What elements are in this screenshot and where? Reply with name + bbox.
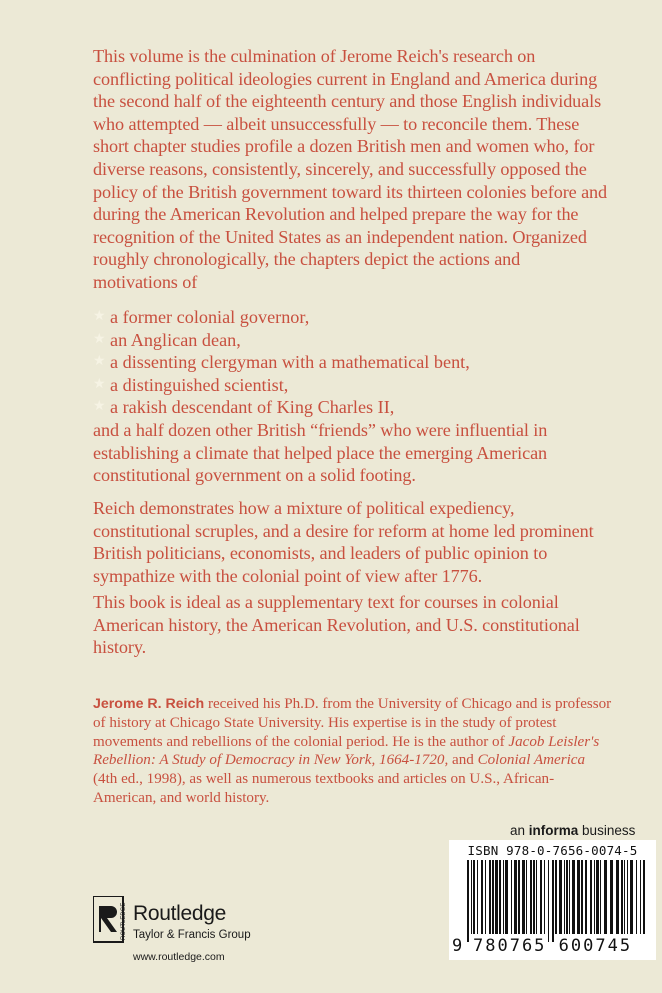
informa-tagline: an informa business	[510, 823, 636, 838]
list-item: ★ a dissenting clergyman with a mathematical bent,	[93, 352, 470, 373]
barcode-bar	[572, 860, 575, 934]
barcode-bar	[581, 860, 583, 934]
barcode-bar	[564, 860, 565, 934]
list-item: ★ a rakish descendant of King Charles II,	[93, 397, 395, 418]
book-title: Jacob Leisler's Rebellion: A Study of Democracy in New York, 1664-1720,	[93, 733, 600, 769]
barcode-bar	[590, 860, 592, 934]
blurb-after-bullets: and a half dozen other British “friends” who were influential in establishing a climate that helped place the emerging American constitutional government on a solid footing.	[93, 420, 548, 486]
barcode-bar	[640, 860, 641, 934]
barcode-bar	[536, 860, 537, 934]
barcode-bar	[577, 860, 580, 934]
star-icon: ★	[93, 309, 106, 324]
routledge-logo-icon	[93, 896, 127, 946]
barcode-bar	[499, 860, 501, 934]
star-icon: ★	[93, 331, 106, 347]
barcode-bar	[530, 860, 532, 934]
blurb-paragraph-4: This book is ideal as a supplementary text for courses in colonial American history, the American Revolution, and U.S. constitutional history.	[93, 592, 580, 658]
blurb-intro: This volume is the culmination of Jerome Reich's research on conflicting political ideologies current in England and America during the second half of the eighteenth century and those English individuals who attempted — albeit unsuccessfully — to reconcile them. These short chapter studies profile a dozen British men and women who, for diverse reasons, consistently, sincerely, and successfully opposed the policy of the British government toward its thirteen colonies before and during the American Revolution and helped prepare the way for the recognition of the United States as an independent nation. Organized roughly chronologically, the chapters depict the actions and motivations of	[93, 46, 608, 292]
barcode-bar	[596, 860, 599, 934]
author-name: Jerome R. Reich	[93, 696, 205, 712]
barcode-bar	[594, 860, 595, 934]
publisher-name: Routledge	[133, 902, 227, 925]
star-icon: ★	[93, 376, 106, 392]
barcode-bar	[540, 860, 542, 934]
barcode-bar	[544, 860, 545, 934]
barcode-bar	[624, 860, 625, 934]
barcode-bar	[548, 860, 549, 942]
barcode-bar	[481, 860, 483, 934]
barcode-bar	[559, 860, 562, 934]
barcode-bar	[630, 860, 633, 934]
isbn-number: ISBN 978-0-7656-0074-5	[467, 843, 638, 858]
barcode-bar	[569, 860, 570, 934]
barcode-bar	[621, 860, 623, 934]
barcode-bar	[514, 860, 517, 934]
barcode-bar	[503, 860, 504, 934]
barcode-bar	[489, 860, 491, 934]
barcode-bar	[505, 860, 508, 934]
book-title: Colonial America	[477, 752, 586, 769]
svg-text:ROUTLEDGE: ROUTLEDGE	[121, 902, 127, 940]
barcode-bar	[610, 860, 613, 934]
barcode-bar	[552, 860, 554, 942]
barcode-bar	[604, 860, 607, 934]
barcode-bar	[627, 860, 628, 934]
barcode-bar	[471, 860, 472, 934]
barcode-bar	[473, 860, 475, 934]
barcode-bar	[492, 860, 494, 934]
list-item: ★ a former colonial governor,	[93, 307, 310, 327]
barcode-bar	[485, 860, 486, 934]
author-bio: Jerome R. Reich received his Ph.D. from the University of Chicago and is professor of history at Chicago State University. His expertise is in the study of protest movements and rebellions of the colonial period. He is the author of Jacob Leisler's Rebellion: A Study of Democracy in New York, 1664-1720, and Colonial America (4th ed., 1998), as well as numerous textbooks and articles on U.S., African-American, and world history.	[93, 696, 612, 806]
barcode-bar	[495, 860, 498, 934]
barcode-bar	[585, 860, 587, 934]
blurb-paragraph-3: Reich demonstrates how a mixture of political expediency, constitutional scruples, and a desire for reform at home led prominent British politicians, economists, and leaders of public opinion to sympathize with the colonial point of view after 1776.	[93, 498, 594, 586]
barcode-bar	[511, 860, 512, 934]
barcode-bar	[467, 860, 469, 942]
barcode-bar	[555, 860, 557, 934]
barcode-bar	[616, 860, 619, 934]
star-icon: ★	[93, 399, 106, 415]
publisher-url[interactable]: www.routledge.com	[133, 951, 225, 963]
barcode-bar	[477, 860, 478, 934]
isbn-barcode: ISBN 978-0-7656-0074-5 9 780765 600745	[449, 840, 656, 960]
barcode-bar	[636, 860, 637, 934]
barcode-bar	[533, 860, 535, 934]
barcode-bar	[643, 860, 645, 934]
barcode-bar	[600, 860, 601, 934]
list-item: ★ an Anglican dean,	[93, 329, 241, 350]
profile-list	[93, 306, 470, 419]
barcode-bar	[526, 860, 527, 934]
barcode-bar	[566, 860, 568, 934]
barcode-bar	[518, 860, 520, 934]
publisher-group: Taylor & Francis Group	[133, 929, 251, 941]
barcode-bars	[455, 860, 651, 942]
list-item: ★ a distinguished scientist,	[93, 374, 289, 395]
barcode-bar	[522, 860, 525, 934]
star-icon: ★	[93, 354, 106, 370]
